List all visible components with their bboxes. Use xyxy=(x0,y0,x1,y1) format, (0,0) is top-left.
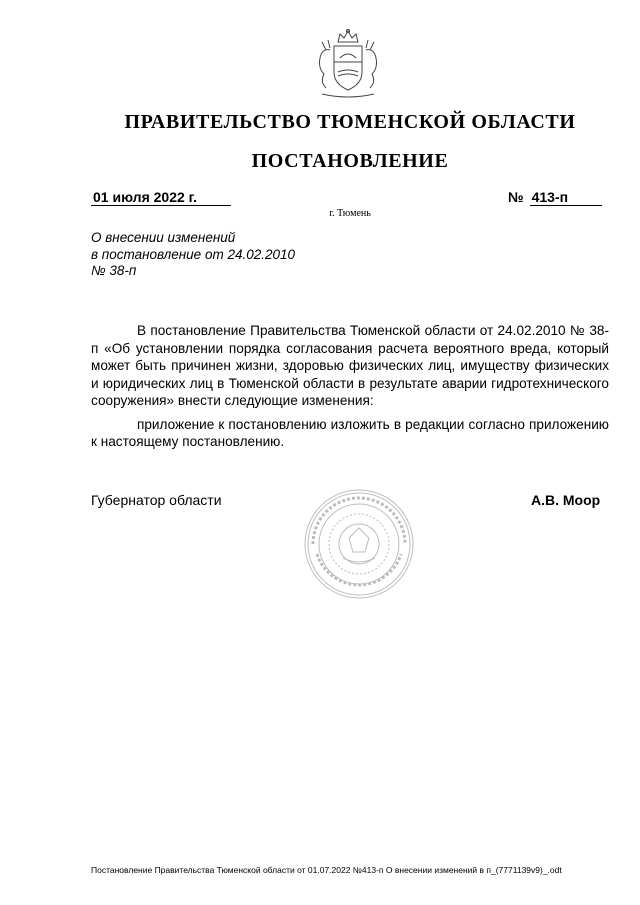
document-number-block xyxy=(508,189,602,206)
official-seal-icon xyxy=(303,488,415,600)
subject-line: О внесении изменений xyxy=(91,230,236,245)
organization-title: ПРАВИТЕЛЬСТВО ТЮМЕНСКОЙ ОБЛАСТИ xyxy=(124,111,576,133)
document-body xyxy=(91,322,609,457)
footer-filename: Постановление Правительства Тюменской области от 01.07.2022 №413-п О внесении изменений в п_(7771139v9)_.odt xyxy=(91,865,562,875)
signatory-title: Губернатор области xyxy=(91,492,222,508)
document-type: ПОСТАНОВЛЕНИЕ xyxy=(251,150,449,172)
subject-line: № 38-п xyxy=(91,263,137,278)
document-date: 01 июля 2022 г. xyxy=(91,189,231,206)
body-paragraph: приложение к постановлению изложить в редакции согласно приложению к настоящему постановлению. xyxy=(91,416,609,449)
document-number: 413-п xyxy=(530,189,602,206)
coat-of-arms-icon xyxy=(300,28,396,104)
signatory-name: А.В. Моор xyxy=(531,492,601,508)
city-label: г. Тюмень xyxy=(329,208,371,219)
body-paragraph: В постановление Правительства Тюменской области от 24.02.2010 № 38-п «Об установлении порядка согласования расчета вероятного вреда, который может быть причинен жизни, здоровью физических лиц, имуществу физических и юридических лиц в Тюменской области в результате аварии гидротехнического сооружения» внести следующие изменения: xyxy=(91,323,609,408)
number-sign: № xyxy=(508,189,524,205)
subject-line: в постановление от 24.02.2010 xyxy=(91,246,296,262)
document-subject xyxy=(91,230,351,280)
